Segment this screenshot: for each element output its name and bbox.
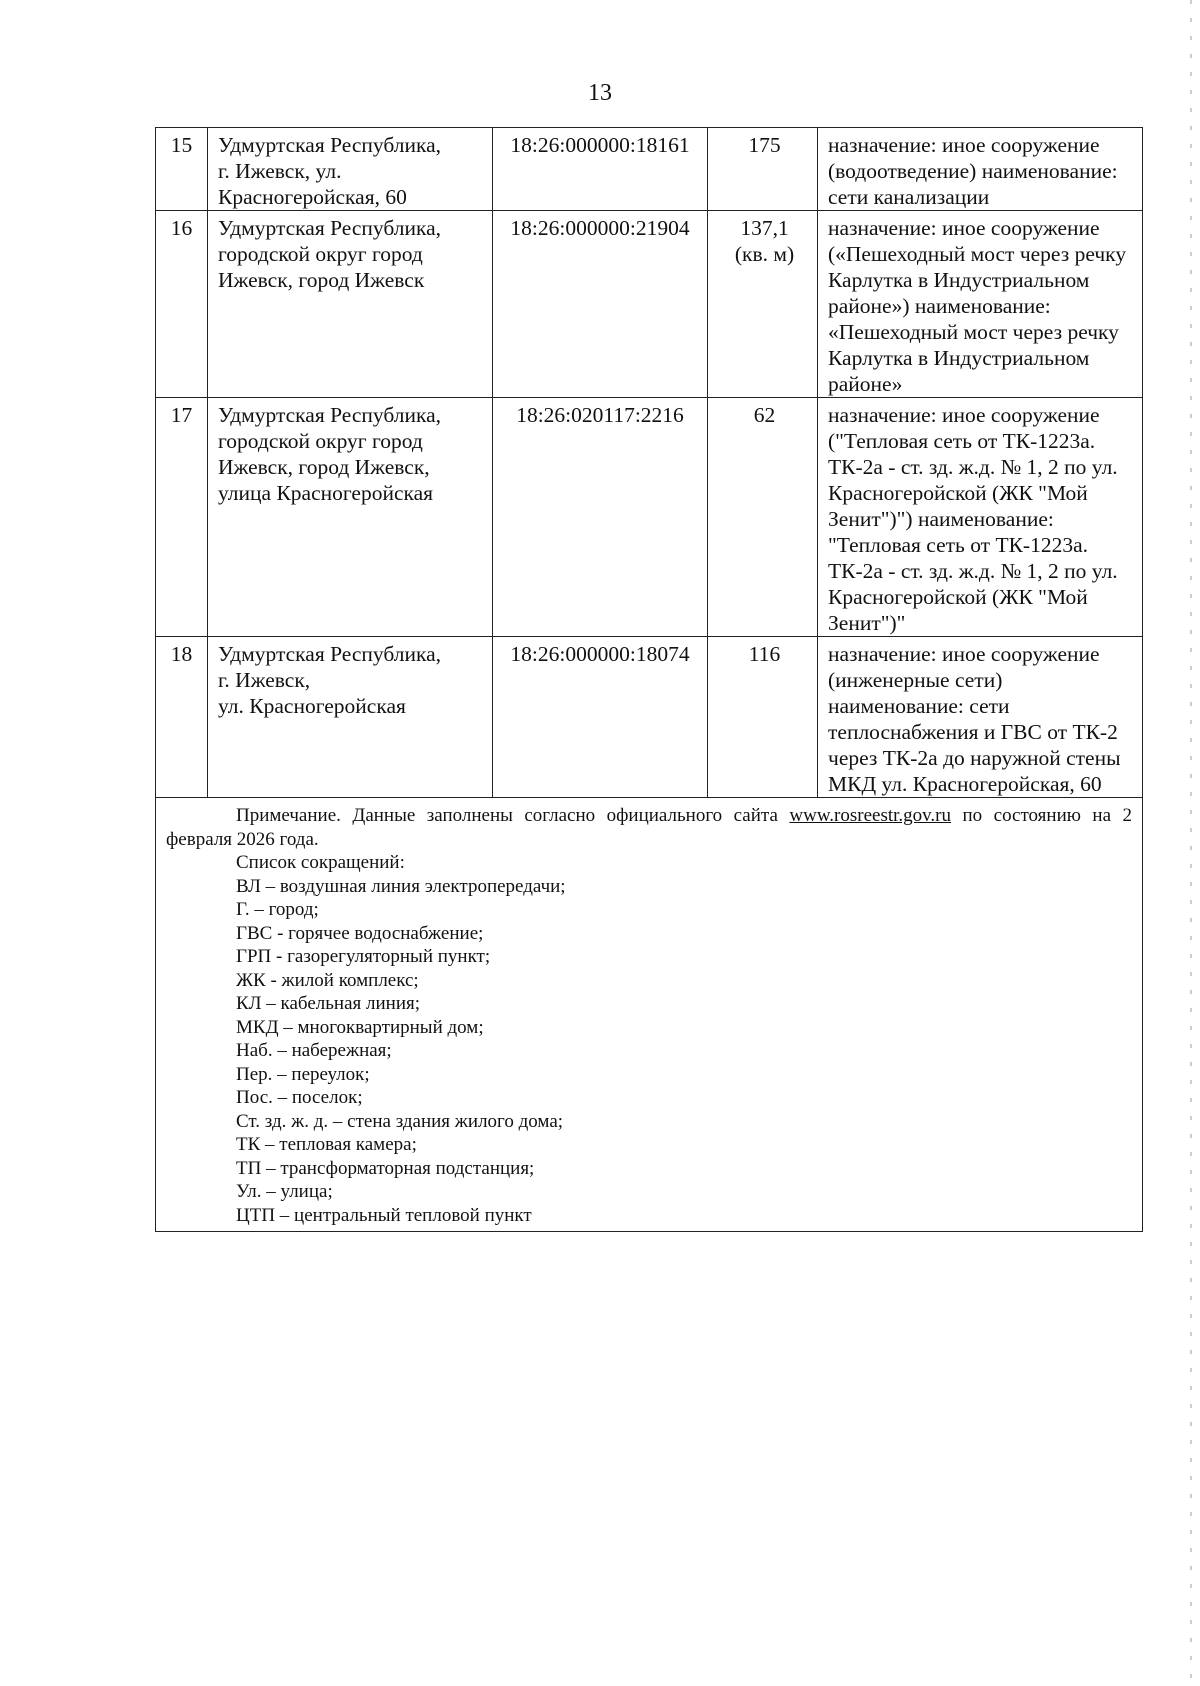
note-text: Примечание. Данные заполнены согласно официального сайта <box>236 805 790 826</box>
row-area: 62 <box>708 398 818 637</box>
row-address: Удмуртская Республика, городской округ город Ижевск, город Ижевск <box>208 211 493 398</box>
list-item: ЦТП – центральный тепловой пункт <box>236 1204 532 1226</box>
row-cadastral-number: 18:26:000000:18161 <box>493 128 708 211</box>
row-number: 17 <box>156 398 208 637</box>
list-item: ТП – трансформаторная подстанция; <box>236 1157 535 1179</box>
table-row <box>156 398 1143 637</box>
list-item: Ст. зд. ж. д. – стена здания жилого дома; <box>236 1110 564 1132</box>
row-description: назначение: иное сооружение (водоотведение) наименование: сети канализации <box>818 128 1143 211</box>
row-cadastral-number: 18:26:020117:2216 <box>493 398 708 637</box>
row-description: назначение: иное сооружение (инженерные сети) наименование: сети теплоснабжения и ГВС от ТК-2 через ТК-2а до наружной стены МКД ул. Красногеройская, 60 <box>818 637 1143 798</box>
page-number: 13 <box>588 80 612 106</box>
row-cadastral-number: 18:26:000000:18074 <box>493 637 708 798</box>
list-item: Пер. – переулок; <box>236 1063 370 1085</box>
table-row <box>156 637 1143 798</box>
abbreviations-list <box>166 875 1132 1228</box>
row-number: 15 <box>156 128 208 211</box>
row-area: 175 <box>708 128 818 211</box>
list-item: ГРП - газорегуляторный пункт; <box>236 946 491 967</box>
row-cadastral-number: 18:26:000000:21904 <box>493 211 708 398</box>
scan-edge-marks <box>1190 0 1192 1686</box>
list-item: ЖК - жилой комплекс; <box>236 969 419 991</box>
rosreestr-link[interactable]: www.rosreestr.gov.ru <box>789 805 952 826</box>
list-item: ВЛ – воздушная линия электропередачи; <box>236 875 566 897</box>
notes-cell <box>156 798 1143 1232</box>
list-item: МКД – многоквартирный дом; <box>236 1016 484 1038</box>
list-item: ТК – тепловая камера; <box>236 1134 417 1155</box>
table-row <box>156 211 1143 398</box>
row-description: назначение: иное сооружение ("Тепловая сеть от ТК-1223а. ТК-2а - ст. зд. ж.д. № 1, 2 по ул. Красногеройской (ЖК "Мой Зенит")") наименование: "Тепловая сеть от ТК-1223а. ТК-2а - ст. зд. ж.д. № 1, 2 по ул. Красногеройской (ЖК "Мой Зенит")" <box>818 398 1143 637</box>
table-row <box>156 128 1143 211</box>
list-item: ГВС - горячее водоснабжение; <box>236 922 484 944</box>
row-number: 18 <box>156 637 208 798</box>
list-item: КЛ – кабельная линия; <box>236 993 421 1014</box>
list-item: Пос. – поселок; <box>236 1087 363 1108</box>
row-address: Удмуртская Республика, г. Ижевск, ул. Красногеройская <box>208 637 493 798</box>
list-item: Г. – город; <box>236 899 319 920</box>
row-description: назначение: иное сооружение («Пешеходный мост через речку Карлутка в Индустриальном районе») наименование: «Пешеходный мост через речку Карлутка в Индустриальном районе» <box>818 211 1143 398</box>
list-item: Ул. – улица; <box>236 1181 333 1202</box>
note-paragraph <box>166 804 1132 851</box>
abbreviations-title: Список сокращений: <box>236 852 405 873</box>
objects-table <box>155 127 1143 1232</box>
row-address: Удмуртская Республика, г. Ижевск, ул. Красногеройская, 60 <box>208 128 493 211</box>
row-number: 16 <box>156 211 208 398</box>
list-item: Наб. – набережная; <box>236 1040 392 1061</box>
row-address: Удмуртская Республика, городской округ город Ижевск, город Ижевск, улица Красногеройская <box>208 398 493 637</box>
notes-row <box>156 798 1143 1232</box>
note-text-tail: по состоянию на 2 февраля 2026 года. <box>166 805 1132 850</box>
row-area: 137,1 (кв. м) <box>708 211 818 398</box>
row-area: 116 <box>708 637 818 798</box>
